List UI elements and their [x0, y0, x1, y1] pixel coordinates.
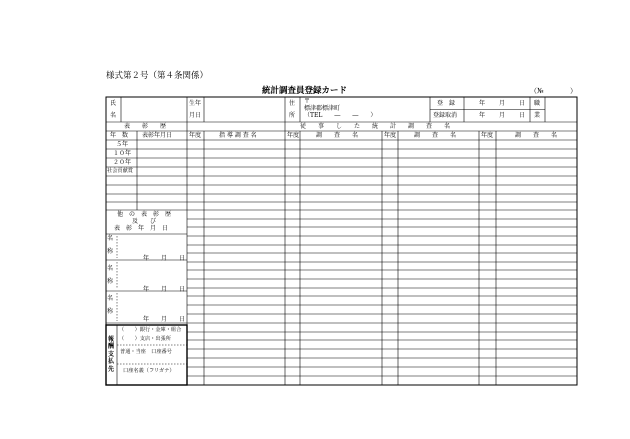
- registration-month-label: 月: [499, 100, 506, 107]
- occupation-label-2: 業: [534, 112, 541, 119]
- cancel-year-label: 年: [479, 112, 486, 119]
- fiscal-year-column-header-2: 年度: [287, 132, 300, 139]
- number-label: （№: [530, 87, 544, 95]
- name-field[interactable]: [121, 97, 187, 122]
- survey-column-header-3: 調 査 名: [515, 132, 558, 139]
- years-row-5: ５年: [116, 141, 129, 148]
- award-1-date-label: 年 月 日: [143, 255, 186, 262]
- cancel-label: 登録取消: [433, 112, 458, 119]
- award-1-name-label: 名: [107, 235, 114, 242]
- occupation-label-1: 職: [534, 100, 541, 107]
- award-3-issuer-label: 称: [107, 308, 114, 315]
- birth-label-1: 生年: [189, 100, 202, 107]
- years-row-20: ２０年: [113, 159, 132, 166]
- cancel-month-label: 月: [499, 112, 506, 119]
- other-awards-line-1: 他 の 表 彰 歴: [117, 211, 172, 218]
- account-type-line: 普通・当座 口座番号: [120, 349, 172, 355]
- registration-day-label: 日: [519, 100, 526, 107]
- address-label-1: 住: [289, 100, 296, 107]
- cancel-day-label: 日: [519, 112, 526, 119]
- name-label-2: 名: [110, 112, 117, 119]
- other-awards-line-3: 表 彰 年 月 日: [114, 225, 169, 232]
- registration-year-label: 年: [479, 100, 486, 107]
- registration-label: 登 録: [437, 100, 456, 107]
- fiscal-year-column-header-4: 年度: [481, 132, 494, 139]
- bank-name-line: （ ）銀行・金庫・組合: [119, 327, 182, 333]
- guide-survey-column-header: 指 導 調 査 名: [219, 132, 257, 139]
- birth-label-2: 月日: [189, 112, 202, 119]
- award-date-column-header: 表彰年月日: [142, 132, 173, 139]
- survey-column-header-1: 調 査 名: [316, 132, 359, 139]
- account-holder-line: 口座名義（フリガナ）: [123, 368, 175, 374]
- address-label-2: 所: [289, 112, 296, 119]
- award-1-issuer-label: 称: [107, 248, 114, 255]
- survey-column-header-2: 調 査 名: [414, 132, 457, 139]
- phone-field[interactable]: （TEL ― ― ）: [304, 112, 377, 119]
- bank-section-label: 報酬支払先: [108, 336, 115, 373]
- bank-branch-line: （ ）支店・出張所: [119, 336, 171, 342]
- years-column-header: 年 数: [110, 132, 129, 139]
- birth-date-field[interactable]: [204, 97, 285, 122]
- service-section-title: 従 事 し た 統 計 調 査 名: [300, 123, 451, 130]
- award-2-date-label: 年 月 日: [143, 286, 186, 293]
- fiscal-year-column-header-1: 年度: [189, 132, 202, 139]
- occupation-field[interactable]: [545, 97, 577, 122]
- town-name: 標津郡標津町: [304, 105, 341, 112]
- award-2-name-label: 名: [107, 265, 114, 272]
- award-2-issuer-label: 称: [107, 278, 114, 285]
- fiscal-year-column-header-3: 年度: [384, 132, 397, 139]
- name-label-1: 氏: [110, 100, 117, 107]
- award-3-name-label: 名: [107, 295, 114, 302]
- form-title: 統計調査員登録カード: [262, 86, 348, 96]
- commendation-section-title: 表 彰 歴: [124, 123, 167, 130]
- form-reference: 様式第２号（第４条関係）: [106, 71, 209, 81]
- years-row-10: １０年: [113, 150, 132, 157]
- number-close: ）: [570, 87, 577, 95]
- award-3-date-label: 年 月 日: [143, 316, 186, 323]
- years-row-social: 社会貢献賞: [107, 168, 133, 174]
- other-awards-line-2: 及 び: [132, 218, 157, 225]
- postal-mark: 〒: [304, 98, 311, 105]
